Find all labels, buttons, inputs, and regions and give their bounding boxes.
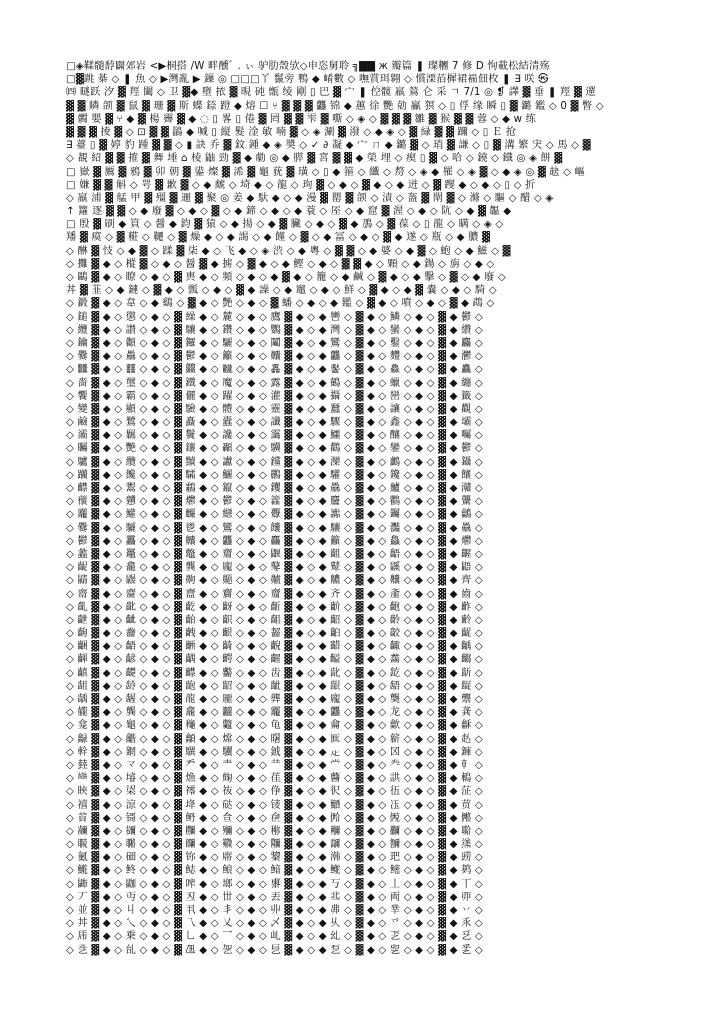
text-line-content: ◇ 並 ▓ ◆ ◇ 丩 ◇ ◆ ◇ ▓ 丮 ◆ ◇ 丯 ◇ ◆ ◇ 丱 ▓ ◆ ◇ ◆ 丳 ◇ ▓ ◆ ◇ 丵 ◇ ◆ ◇ ▓ ◆ 丷 ◇ [66,905,483,916]
text-line [66,627,666,640]
text-line [66,614,666,627]
text-line-content: ◇ 鿃 ▓ ◆ ◇ 鿄 ◇ ◆ ◇ ▓ 鿅 ◆ ◇ 鿆 ◇ ◆ ◇ 鿇 ▓ ◆ ◇ ◆ 鿈 ◇ ▓ ◆ ◇ 鿉 ◇ ◆ ◇ ▓ ◆ 鿊 ◇ [66,786,483,798]
text-line [66,390,666,403]
text-line [66,495,666,508]
text-line [66,284,666,297]
text-line [66,126,666,139]
text-line-content: ◇ 鿣 ▓ ◆ ◇ 鿤 ◇ ◆ ◇ ▓ 鿥 ◆ ◇ 鿦 ◇ ◆ ◇ 鿧 ▓ ◆ ◇ ◆ 鿨 ◇ ▓ ◆ ◇ 鿩 ◇ ◆ ◇ ▓ ◆ 鿪 ◇ [66,839,483,851]
text-line [66,86,666,99]
text-line-content: ◇ 齻 ▓ ◆ ◇ 齼 ◇ ◆ ◇ ▓ 齽 ◆ ◇ 齾 ◇ ◆ ◇ 齿 ▓ ◆ ◇ ◆ 龀 ◇ ▓ ◆ ◇ 龁 ◇ ◆ ◇ ▓ ◆ 龂 ◇ [66,667,483,679]
text-line-content: ◇ 丼 ▓ ◆ ◇ 乀 ◇ ◆ ◇ ▓ 乁 ◆ ◇ 乂 ◇ ◆ ◇ 乄 ▓ ◆ ◇ ◆ 乆 ◇ ▓ ◆ ◇ 乊 ◇ ◆ ◇ ▓ ◆ 乑 ◇ [66,918,483,930]
text-line [66,205,666,218]
text-line [66,442,666,455]
text-line-content: ◇ 龓 ▓ ◆ ◇ 龔 ◇ ◆ ◇ ▓ 龕 ◆ ◇ 龖 ◇ ◆ ◇ 龗 ▓ ◆ ◇ ◆ 龘 ◇ ▓ ◆ ◇ 龙 ◇ ◆ ◇ ▓ ◆ 龚 ◇ [66,707,483,719]
text-line-content: ◇ 乧 ▓ ◆ ◇ 乨 ◇ ◆ ◇ ▓ 乪 ◆ ◇ 乫 ◇ ◆ ◇ 乬 ▓ ◆ ◇ ◆ 乭 ◇ ▓ ◆ ◇ 乮 ◇ ◆ ◇ ▓ ◆ 乯 ◇ [66,944,483,956]
text-line-content: □ 嶽 ▓ 鷢 ▓ 鴉 ▓ 卯 朝 ▓ 鍙 燦 ▓ 浠 ▓ 龜 莸 ▓ 璜 ◇ ▯ ◆ 箍 ◇ 纖 ◇ 剺 ◇ ◈ ◆ 罹 ◇ ◈ ▓ ◇ ◆ ◈ ◎ ▓ 赽 ◇ 嶇 [66,166,586,178]
text-line [66,297,666,310]
text-line-content: □◈鞣髓馞闢郊岩 <▶桐搭 /W 畔醺ﾞ . ぃ 驴肋殼欤◇申恣舅聆 ╗▇▇ ж 瓣篇 ❚ 璨糰 7 修 D 恂載松結清殇 [66,61,550,72]
text-line [66,825,666,838]
text-line [66,522,666,535]
text-line-content: ▓ ▓ ▓ 掕 ▓ ◇ ⊡ ▓ ▓ 鶅 ◆ 喊 ▯ 縦 髮 淦 敏 喃 ▓ ◇ ◈ 涮 ▓ 潑 ◇ ◆ ◈ ◇ ▓ 緑 ▓ ▓ 躎 ◇ ▯ Ｅ 抢 [66,126,517,138]
text-line-content: ◇ 鑰 ▓ ◆ ◇ 顴 ◇ ◆ ◇ ▓ 鑼 ◆ ◇ 驪 ◇ ◆ ◇ 鬮 ▓ ◆ ◇ ◆ 鸞 ◇ ▓ ◆ ◇ 鑿 ◇ ◆ ◇ ▓ ◆ 麤 ◇ [66,337,483,349]
text-line-content: ▓ ▓ 瞵 颌 ▓ 鼠 ▓ 珊 ▓ 斯 蝶 錼 蹬 ◆ 熔 ☐ ⑂ ▓ ▓ ▓ 龘 锦 ◆ 蕙 徐 艷 勀 鸁 猽 ◇ ▯ 俘 缘 瞬 ▯ ▓ 鏴 鑑 ◇ 0 ▓ 瞥 ◇ [66,100,604,112]
text-line [66,311,666,324]
text-line [66,693,666,706]
text-line [66,192,666,205]
text-line-content: 羳 ▓ 瘼 ◇ ▓ 糚 ◇ 韆 ◇ ▓ 燥 ◆ ◇ ◆ 謁 ◇ ◆ 饉 ◇ ▓ ◇ ◆ 冨 ◇ ◆ ◇ ▓ ◆ 遂 ◇ 瓶 ◇ ◆ 膿 ▓ [66,232,490,244]
text-line-content: ◇ 丆 ▓ ◆ ◇ 丏 ◇ ◆ ◇ ▓ 丒 ◆ ◇ 丗 ◇ ◆ ◇ 丟 ▓ ◆ ◇ ◆ 丠 ◇ ▓ ◆ ◇ 両 ◇ ◆ ◇ ▓ ◆ 丣 ◇ [66,891,483,903]
text-line [66,746,666,759]
text-line [66,73,666,86]
text-line-content: ◇ 齋 ▓ ◆ ◇ 齌 ◇ ◆ ◇ ▓ 齍 ◆ ◇ 齎 ◇ ◆ ◇ 齏 ▓ ◆ ◇ ◆ 齐 ◇ ▓ ◆ ◇ 齑 ◇ ◆ ◇ ▓ ◆ 齒 ◇ [66,588,483,600]
text-line [66,60,666,73]
text-line-content: ◇ 龛 ▓ ◆ ◇ 龜 ◇ ◆ ◇ ▓ 龝 ◆ ◇ 龞 ◇ ◆ ◇ 龟 ▓ ◆ ◇ ◆ 龠 ◇ ▓ ◆ ◇ 龡 ◇ ◆ ◇ ▓ ◆ 龢 ◇ [66,720,483,732]
text-line [66,271,666,284]
text-line-content: ◇ 齣 ▓ ◆ ◇ 齤 ◇ ◆ ◇ ▓ 齥 ◆ ◇ 齦 ◇ ◆ ◇ 齧 ▓ ◆ ◇ ◆ 齨 ◇ ▓ ◆ ◇ 齩 ◇ ◆ ◇ ▓ ◆ 齪 ◇ [66,628,483,640]
text-line [66,469,666,482]
text-line-content: ◇ 蘹 ▓ ◆ ◇ 戇 ◇ ◆ ◇ ▓ 爩 ◆ ◇ 鬱 ◇ ◆ ◇ 籱 ▓ ◆ ◇ ◆ 麢 ◇ ▓ ◆ ◇ 鸜 ◇ ◆ ◇ ▓ ◆ 驡 ◇ [66,496,483,508]
text-line [66,878,666,891]
text-line-content: ㈣ 瞇跃 汐 ▓ 羥 闔 ◇ 卫 ▓◆ 墮 挔 ▓ 晛 砘 甑 绫 剛 ▯ 巴 ▓ 宀 ❚ 倥髋 羸 鶑 仑 采 ㄱ 7/1 ◎ ❡ 譯 ▓ 垂 ❚ 羥 ▓ 遻 [66,87,596,99]
text-line-content: ◇ 攤 ▓ ◆ ◇ 樅 ▓ ◇ ◆ ◇ 醤 ▓ ◆ 掳 ◇ ▓ ◆ ◇ ◆ 鰹 ◇ ◆ ◇ ▓ ▓ ◆ ◇ 顆 ◇ ◆ 鍚 ◇ 旃 ◇ ◆ ◇ [66,258,495,270]
text-line [66,944,666,957]
text-line-content: ◇ 鿳 ▓ ◆ ◇ 鿴 ◇ ◆ ◇ ▓ 鿵 ◆ ◇ 鿶 ◇ ◆ ◇ 鿷 ▓ ◆ ◇ ◆ 鿸 ◇ ▓ ◆ ◇ 鿹 ◇ ◆ ◇ ▓ ◆ 鿺 ◇ [66,865,483,877]
text-line-content: ◇ 鍛 ▓ ◆ ◇ 韋 ◇ ◆ 鷄 ◇ ▓ ◆ ◇ 艶 ◇ ◆ ◇ ▓ 蟠 ◇ ◆ ◇ ◆ 鑑 ◇ ▓ ◆ ◇ 噴 ◇ ◆ ◇ ▓ ◆ 鵡 ◇ [66,298,495,310]
text-line [66,100,666,113]
text-line-content: □ 嫌 ▓ ▓ 斛 ◇ 咢 ▓ 歉 ▓ ◇ ◆ 虤 ◇ 埼 ◆ ◇ 龍 ◇ 珣 ▓ ◇ ◆ ◇ ▓ ◆ ◇ ◆ 迸 ◇ ▓ 躞 ◆ ◇ ◆ ◇ ▯ ◇ 折 [66,179,536,191]
text-line [66,231,666,244]
text-line-content: ◇ 鷗 ▓ ◆ ◇ 瞭 ◇ ◆ ◇ ▓ 軣 ◆ ◇ 頻 ◇ ◆ ◇ ◆ ▓ ◆ ◇ 籠 ◇ ◆ 鹹 ◇ ▓ ◆ ◇ ◆ 擊 ◇ ▓ ◇ ◆ 廢 ◇ [66,272,506,283]
text-line-content: ◇ 齛 ▓ ◆ ◇ 齜 ◇ ◆ ◇ ▓ 齝 ◆ ◇ 齞 ◇ ◆ ◇ 齟 ▓ ◆ ◇ ◆ 齠 ◇ ▓ ◆ ◇ 齡 ◇ ◆ ◇ ▓ ◆ 齢 ◇ [66,614,483,626]
text-line [66,930,666,943]
text-line [66,904,666,917]
text-line-content: ↑ 籮 逐 ▓ ▓ ◇ ◆ 廢 ▓ ◇ ◆ ◇ ▓ ◇ ◆ 鍗 ◇ ◆ ◇ ◆ 蓑 ◇ 厔 ◇ ◆ 窟 ▓ 渥 ◇ ◆ ◇ 阬 ◇ ◆ ▓ 韞 ◆ [66,206,512,218]
text-line [66,653,666,666]
text-line-content: ◇ 矚 ▓ ◆ ◇ 艷 ◇ ◆ ◇ ▓ 鑲 ◆ ◇ 顳 ◇ ◆ ◇ 驥 ▓ ◆ ◇ ◆ 鸛 ◇ ▓ ◆ ◇ 鑾 ◇ ◆ ◇ ▓ ◆ 鬱 ◇ [66,443,483,455]
text-line-content: ◇ 龗 ▓ ◆ ◇ 鱹 ◇ ◆ ◇ ▓ 麣 ◆ ◇ 纞 ◇ ◆ ◇ 虋 ▓ ◆ ◇ ◆ 讟 ◇ ▓ ◆ ◇ 钃 ◇ ◆ ◇ ▓ ◆ 鸙 ◇ [66,509,483,521]
text-line-content: ◇ 纜 ▓ ◆ ◇ 讃 ◇ ◆ ◇ ▓ 驤 ◆ ◇ 鑽 ◇ ◆ ◇ 鸚 ▓ ◆ ◇ ◆ 灣 ◇ ▓ ◆ ◇ 蠻 ◇ ◆ ◇ ▓ ◆ 纘 ◇ [66,324,483,336]
text-line-content: ◇ 龋 ▓ ◆ ◇ 龌 ◇ ◆ ◇ ▓ 龍 ◆ ◇ 龎 ◇ ◆ ◇ 龏 ▓ ◆ ◇ ◆ 龐 ◇ ▓ ◆ ◇ 龑 ◇ ◆ ◇ ▓ ◆ 龒 ◇ [66,694,483,705]
text-line [66,561,666,574]
text-line [66,601,666,614]
text-line [66,456,666,469]
text-line-content: ◇ 嗇 ▓ ◆ ◇ 璽 ◇ ◆ ◇ ▓ 鐵 ◆ ◇ 魔 ◇ ◆ ◇ 露 ▓ ◆ ◇ ◆ 鶴 ◇ ▓ ◆ ◇ 蠟 ◇ ◆ ◇ ▓ ◆ 纏 ◇ [66,377,483,389]
text-line [66,719,666,732]
text-line-content: ◇ 爨 ▓ ◆ ◇ 驫 ◇ ◆ ◇ ▓ 鬱 ◆ ◇ 籲 ◇ ◆ ◇ 齉 ▓ ◆ ◇ ◆ 龘 ◇ ▓ ◆ ◇ 麷 ◇ ◆ ◇ ▓ ◆ 灪 ◇ [66,351,483,363]
text-line [66,258,666,271]
text-line-content: ◇ 鿛 ▓ ◆ ◇ 鿜 ◇ ◆ ◇ ▓ 鿝 ◆ ◇ 鿞 ◇ ◆ ◇ 鿟 ▓ ◆ ◇ ◆ 鿠 ◇ ▓ ◆ ◇ 鿡 ◇ ◆ ◇ ▓ ◆ 鿢 ◇ [66,825,483,837]
text-line [66,759,666,772]
text-line [66,588,666,601]
text-line-content: ◇ 鹼 ▓ ◆ ◇ 鷺 ◇ ◆ ◇ ▓ 矗 ◆ ◇ 蠹 ◇ ◆ ◇ 讖 ▓ ◆ ◇ ◆ 驟 ◇ ▓ ◆ ◇ 鑫 ◇ ◆ ◇ ▓ ◆ 壩 ◇ [66,417,483,429]
text-line [66,113,666,126]
text-line-content: ◇ 躪 ▓ ◆ ◇ 饞 ◇ ◆ ◇ ▓ 驦 ◆ ◇ 鱺 ◇ ◆ ◇ 鸝 ▓ ◆ ◇ ◆ 驩 ◇ ▓ ◆ ◇ 鑱 ◇ ◆ ◇ ▓ ◆ 饟 ◇ [66,469,483,481]
text-line [66,851,666,864]
text-line [66,350,666,363]
text-line-content: ◇ 蠡 ▓ ◆ ◇ 鼉 ◇ ◆ ◇ ▓ 鼈 ◆ ◇ 齏 ◇ ◆ ◇ 鼴 ▓ ◆ ◇ ◆ 齟 ◇ ▓ ◆ ◇ 齬 ◇ ◆ ◇ ▓ ◆ 齷 ◇ [66,548,483,560]
text-line-content: ◇ 鿓 ▓ ◆ ◇ 鿔 ◇ ◆ ◇ ▓ 鿕 ◆ ◇ 鿖 ◇ ◆ ◇ 鿗 ▓ ◆ ◇ ◆ 鿘 ◇ ▓ ◆ ◇ 鿙 ◇ ◆ ◇ ▓ ◆ 鿚 ◇ [66,812,483,824]
text-line-content: ◇ 灞 ▓ ◆ ◇ 羈 ◇ ◆ ◇ ▓ 鬢 ◆ ◇ 讒 ◇ ◆ ◇ 靄 ▓ ◆ ◇ ◆ 鱷 ◇ ▓ ◆ ◇ 釀 ◇ ◆ ◇ ▓ ◆ 囑 ◇ [66,430,483,442]
text-line-content: 丼 ▓ 韮 ◇ ◆ 鏈 ◇ ▓ ◆ ◇ 瓢 ◇ ◆ ◇ ▓ ◆ 譟 ◇ ◆ 竈 ◇ ◆ ◇ 鮮 ◇ ▓ ◆ ◇ ◆ ▓ 嚢 ◇ ◆ ◇ 騎 ◇ [66,285,497,297]
text-line [66,179,666,192]
text-line-content: ◇ 𪚥 ▓ ◆ ◇ 䨻 ◇ ◆ ◇ ▓ 䲜 ◆ ◇ 龖 ◇ ◆ ◇ 靐 ▓ ◆ ◇ ◆ 齾 ◇ ▓ ◆ ◇ 鱻 ◇ ◆ ◇ ▓ ◆ 麤 ◇ [66,364,483,376]
text-line [66,152,666,165]
text-line [66,785,666,798]
text-line [66,218,666,231]
text-line [66,324,666,337]
text-line [66,337,666,350]
text-line [66,403,666,416]
text-line [66,482,666,495]
text-line-content: ◇ 鿋 ▓ ◆ ◇ 鿌 ◇ ◆ ◇ ▓ 鿍 ◆ ◇ 鿎 ◇ ◆ ◇ 鿏 ▓ ◆ ◇ ◆ 鿐 ◇ ▓ ◆ ◇ 鿑 ◇ ◆ ◇ ▓ ◆ 鿒 ◇ [66,799,483,811]
text-line [66,772,666,785]
text-line [66,548,666,561]
text-line-content: ◇ 鬱 ▓ ◆ ◇ 靐 ◇ ◆ ◇ ▓ 齉 ◆ ◇ 龘 ◇ ◆ ◇ 麤 ▓ ◆ ◇ ◆ 籲 ◇ ▓ ◆ ◇ 鱻 ◇ ◆ ◇ ▓ ◆ 爩 ◇ [66,535,483,547]
text-line [66,363,666,376]
text-line-content: ◇ 饗 ▓ ◆ ◇ 霸 ◇ ◆ ◇ ▓ 儷 ◆ ◇ 躍 ◇ ◆ ◇ 灌 ▓ ◆ ◇ ◆ 攝 ◇ ▓ ◆ ◇ 巒 ◇ ◆ ◇ ▓ ◆ 籤 ◇ [66,390,483,402]
text-line-content: □ 殷 ▓ 刷 ◆ 筫 ◇ 醤 ◆ 鈞 ▓ 猿 ◇ ◆ 揚 ◇ ◆ ▓ 臟 ◇ ◆ ◇ ▓ ◆ 鳭 ◇ ▓ 葆 ◇ ▯ 龍 ◇ 瞒 ◇ ◈ ◇ [66,219,504,231]
text-line [66,667,666,680]
text-line [66,838,666,851]
text-line [66,640,666,653]
text-line [66,574,666,587]
text-line [66,166,666,179]
text-line [66,535,666,548]
text-line [66,733,666,746]
text-line [66,245,666,258]
text-line-content: ◇ 齫 ▓ ◆ ◇ 齬 ◇ ◆ ◇ ▓ 齭 ◆ ◇ 齮 ◇ ◆ ◇ 齯 ▓ ◆ ◇ ◆ 齰 ◇ ▓ ◆ ◇ 齱 ◇ ◆ ◇ ▓ ◆ 齲 ◇ [66,641,483,653]
text-line [66,706,666,719]
text-line-content: ◇ 乕 ▓ ◆ ◇ 乗 ◇ ◆ ◇ ▓ 乚 ◆ ◇ 乛 ◇ ◆ ◇ 乢 ▓ ◆ ◇ ◆ 乣 ◇ ▓ ◆ ◇ 乤 ◇ ◆ ◇ ▓ ◆ 乥 ◇ [66,931,483,943]
text-line-content: ◇ 龳 ▓ ◆ ◇ 龴 ◇ ◆ ◇ ▓ 龵 ◆ ◇ 龶 ◇ ◆ ◇ 龷 ▓ ◆ ◇ ◆ 龸 ◇ ▓ ◆ ◇ 龹 ◇ ◆ ◇ ▓ ◆ 龺 ◇ [66,759,483,771]
text-line-content: ◇ 變 ▓ ◆ ◇ 顯 ◇ ◆ ◇ ▓ 驗 ◆ ◇ 體 ◇ ◆ ◇ 靈 ▓ ◆ ◇ ◆ 蠶 ◇ ▓ ◆ ◇ 讓 ◇ ◆ ◇ ▓ ◆ 觀 ◇ [66,403,483,415]
text-line-content: ◇ 齪 ▓ ◆ ◇ 龕 ◇ ◆ ◇ ▓ 龔 ◆ ◇ 龐 ◇ ◆ ◇ 鼕 ▓ ◆ ◇ ◆ 鼙 ◇ ▓ ◆ ◇ 鼷 ◇ ◆ ◇ ▓ ◆ 鼯 ◇ [66,562,483,574]
text-line-content: ∃ 薹 ▯ ▓ 婷 豹 踵 ▓ ▓ ◇ ▮ 訣 乔 ▓ 鈫 鍾 ◆ ◈ 奬 ◇ ✓ ∂ 凝 ◆ 宀 ㄇ ◆ 鏴 ▓ ◇ 琑 ▓ 謙 ◇ ▯ ▓ 溝 繁 宊 ◇ 馬 ◇ ▓ [66,140,591,152]
text-line [66,429,666,442]
text-line [66,416,666,429]
text-line [66,508,666,521]
text-line-content: ◇ 羸 浦 ▓ 艋 甲 ▓ 殭 ▓ 逦 ▓ 聚 ◎ 姜 ◆ 馱 ◆ ◇ ◆ 漫 ▓ 罌 ▓ 颌 ◇ 漬 ◇ 盔 ▓ 閛 ▓ ◇ 滌 ◇ 驅 ◇ 醋 ◇ ◈ [66,192,554,204]
text-line-content: ◇ 齽 ▓ ◆ ◇ 鬻 ◇ ◆ ◇ ▓ 鸘 ◆ ◇ 鑹 ◇ ◆ ◇ 钁 ▓ ◆ ◇ ◆ 驫 ◇ ▓ ◆ ◇ 鱸 ◇ ◆ ◇ ▓ ◆ 灨 ◇ [66,483,483,494]
text-line-content: ◇ 龻 ▓ ◆ ◇ 龼 ◇ ◆ ◇ ▓ 龽 ◆ ◇ 龾 ◇ ◆ ◇ 龿 ▓ ◆ ◇ ◆ 鿀 ◇ ▓ ◆ ◇ 鿁 ◇ ◆ ◇ ▓ ◆ 鿂 ◇ [66,773,483,785]
text-line-content: ◇ 覩 紹 ▓ ▓ 搉 ▓ 舞 埵 ⌂ 棱 鼬 勁 ▓ ◆ 勮 ◎ ◆ 膵 ▓ 宮 ▓ ▓ ◆ 榮 埋 ◇ 瘈 ▯ ▓ ◇ 哈 ◇ 鐃 ◇ 鐡 ◎ ◈ 餅 ▓ [66,153,563,165]
text-line [66,812,666,825]
text-line [66,891,666,904]
text-line [66,799,666,812]
text-line-content: ◇ 龃 ▓ ◆ ◇ 龄 ◇ ◆ ◇ ▓ 龅 ◆ ◇ 龆 ◇ ◆ ◇ 龇 ▓ ◆ ◇ ◆ 龈 ◇ ▓ ◆ ◇ 龉 ◇ ◆ ◇ ▓ ◆ 龊 ◇ [66,680,483,692]
text-line-content: ◇ 龣 ▓ ◆ ◇ 龤 ◇ ◆ ◇ ▓ 龥 ◆ ◇ 龦 ◇ ◆ ◇ 龧 ▓ ◆ ◇ ◆ 龨 ◇ ▓ ◆ ◇ 龩 ◇ ◆ ◇ ▓ ◆ 龪 ◇ [66,733,483,745]
text-line [66,377,666,390]
text-line-content: ◇ 醂 ▓ 忮 ◇ ◆ ▓ ◇ 蹂 ▓ 柒 ◆ ◇ 飞 ◆ ◇ ◈ 渋 ◇ ◆ 粵 ◇ ▓ ▓ ◇ ◆ 婆 ◇ ◆ ▓ ◇ 蚫 ◇ ◆ 鰦 ◇ ▓ [66,245,511,257]
text-line-content: ◇ 鿻 ▓ ◆ ◇ 鿼 ◇ ◆ ◇ ▓ 鿽 ◆ ◇ 鿾 ◇ ◆ ◇ 鿿 ▓ ◆ ◇ ◆ 丂 ◇ ▓ ◆ ◇ 丄 ◇ ◆ ◇ ▓ ◆ 丅 ◇ [66,878,483,890]
text-line-content: □▓跳 棊 ◇ ❚ 魚 ◇ ▶灣亂 ▶ 鏁 ◎ □□□丫 鬣旁 鴨 ◆ 崤數 ◇ 嘸賞珥翱 ◇ 慣溧萡樨裙褍佃枚 ❚ ∃ 咲 ㉿ [66,74,549,86]
text-line-content: ◇ 鎚 ▓ ◆ ◇ 懲 ◇ ◆ ◇ ▓ 繰 ◆ ◇ 麓 ◇ ◆ ◇ 鷹 ▓ ◆ ◇ ◆ 轡 ◇ ▓ ◆ ◇ 鱗 ◇ ◆ ◇ ▓ ◆ 鬱 ◇ [66,311,483,323]
text-line-content: ◇ 驢 ▓ ◆ ◇ 纜 ◇ ◆ ◇ ▓ 黷 ◆ ◇ 讞 ◇ ◆ ◇ 钂 ▓ ◆ ◇ ◆ 灤 ◇ ▓ ◆ ◇ 鸕 ◇ ◆ ◇ ▓ ◆ 鑷 ◇ [66,456,483,468]
text-line [66,680,666,693]
text-line-content: ◇ 鼱 ▓ ◆ ◇ 鼹 ◇ ◆ ◇ ▓ 齁 ◆ ◇ 齆 ◇ ◆ ◇ 齇 ▓ ◆ ◇ ◆ 齈 ◇ ▓ ◆ ◇ 齉 ◇ ◆ ◇ ▓ ◆ 齊 ◇ [66,575,483,587]
text-line [66,917,666,930]
text-line-content: ◇ 鿫 ▓ ◆ ◇ 鿬 ◇ ◆ ◇ ▓ 鿭 ◆ ◇ 鿮 ◇ ◆ ◇ 鿯 ▓ ◆ ◇ ◆ 鿰 ◇ ▓ ◆ ◇ 鿱 ◇ ◆ ◇ ▓ ◆ 鿲 ◇ [66,852,483,864]
text-line-content: ▓ 髑 嬰 ▓ ⑂ ◆ ▓ 楊 霽 ▓ ◆ ◌ ▯ 畧 ▯ 倦 ▓ 罔 ▓ ▓ 雫 ▓ 嘶 ◇ ◈ ◇ ▓ ▓ ▓ 雛 ▓ 猴 ▓ ▓ 蓉 ◇ ◆ w 练 [66,113,536,125]
text-line [66,864,666,877]
text-line [66,139,666,152]
text-line-content: ◇ 爨 ▓ ◆ ◇ 驪 ◇ ◆ ◇ ▓ 鬯 ◆ ◇ 鸞 ◇ ◆ ◇ 饢 ▓ ◆ ◇ ◆ 驤 ◇ ▓ ◆ ◇ 灩 ◇ ◆ ◇ ▓ ◆ 驫 ◇ [66,522,483,534]
text-line-content: ◇ 齓 ▓ ◆ ◇ 齔 ◇ ◆ ◇ ▓ 齕 ◆ ◇ 齖 ◇ ◆ ◇ 齗 ▓ ◆ ◇ ◆ 齘 ◇ ▓ ◆ ◇ 齙 ◇ ◆ ◇ ▓ ◆ 齚 ◇ [66,601,483,613]
document-page [66,60,666,990]
text-line-content: ◇ 龫 ▓ ◆ ◇ 龬 ◇ ◆ ◇ ▓ 龭 ◆ ◇ 龮 ◇ ◆ ◇ 龯 ▓ ◆ ◇ ◆ 龰 ◇ ▓ ◆ ◇ 龱 ◇ ◆ ◇ ▓ ◆ 龲 ◇ [66,746,483,758]
text-line-content: ◇ 齳 ▓ ◆ ◇ 齴 ◇ ◆ ◇ ▓ 齵 ◆ ◇ 齶 ◇ ◆ ◇ 齷 ▓ ◆ ◇ ◆ 齸 ◇ ▓ ◆ ◇ 齹 ◇ ◆ ◇ ▓ ◆ 齺 ◇ [66,654,483,666]
